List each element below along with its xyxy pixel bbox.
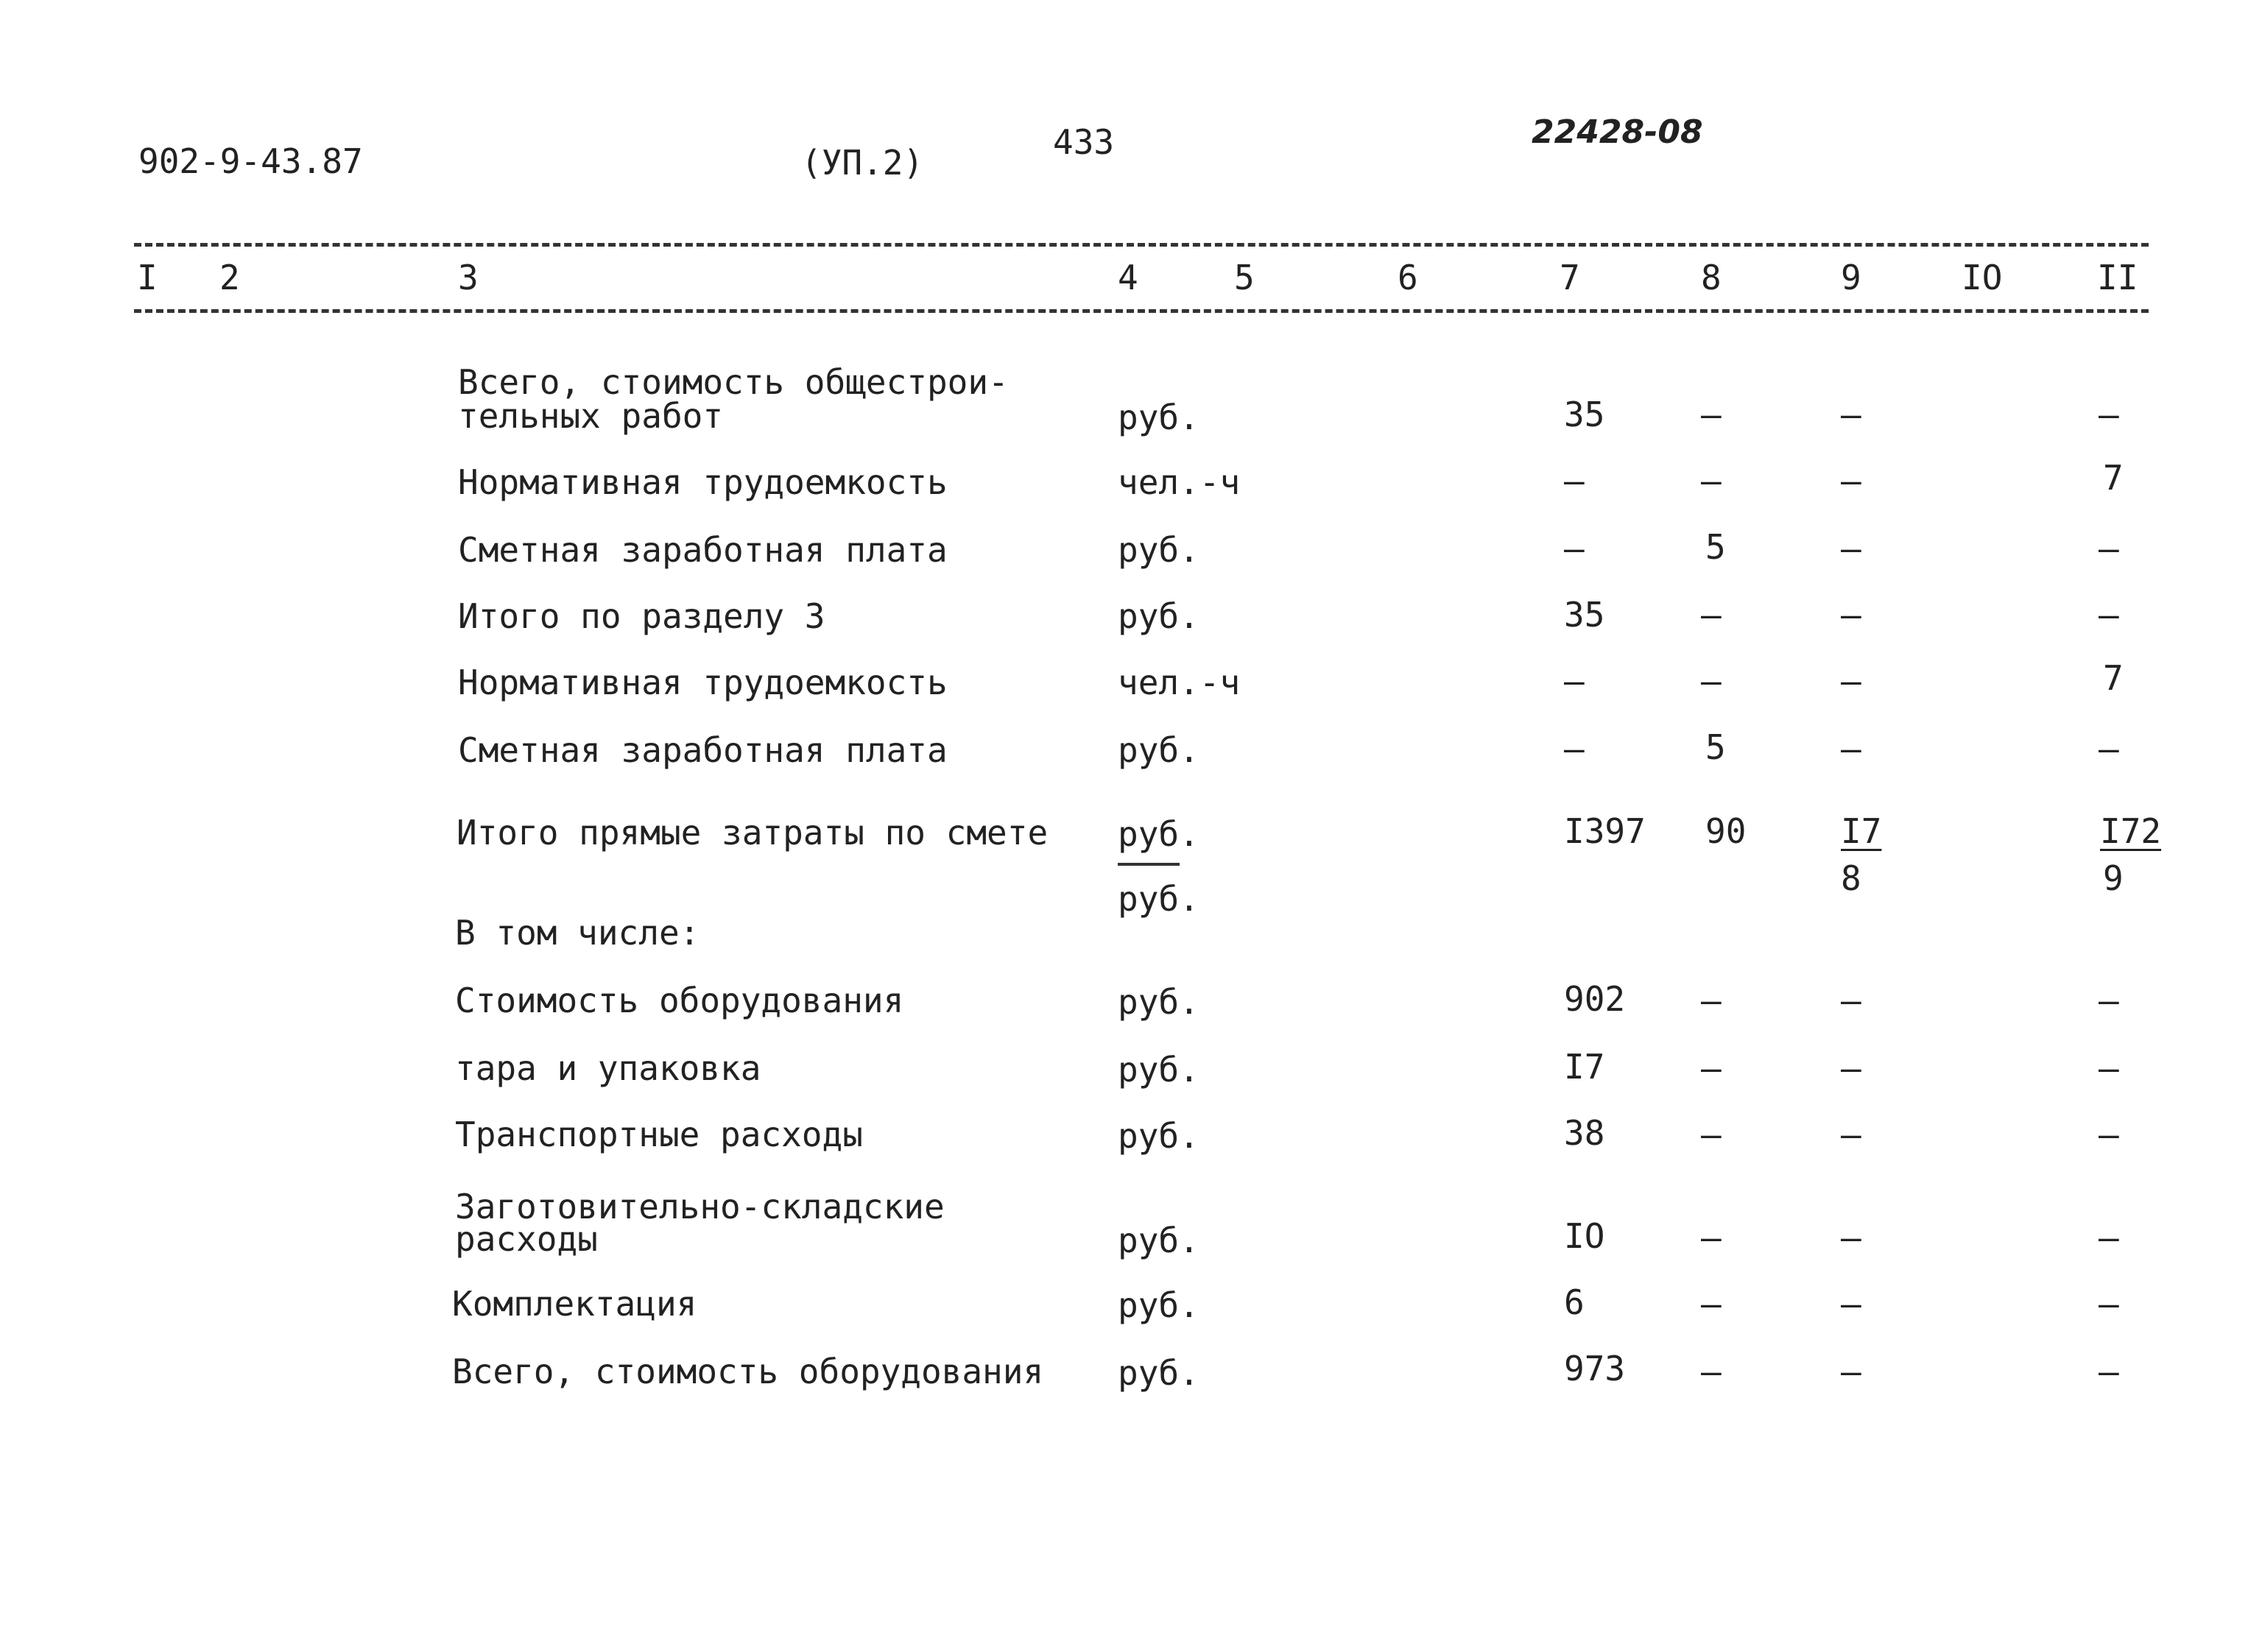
row-unit: руб. xyxy=(1118,814,1199,854)
row-value-col8: 90 xyxy=(1705,811,1747,851)
row-label: Нормативная трудоемкость xyxy=(458,663,948,702)
column-header-1: I xyxy=(137,258,158,297)
column-header-6: 6 xyxy=(1398,258,1418,297)
document-part: (УП.2) xyxy=(801,143,924,183)
row-unit: руб. xyxy=(1118,596,1199,636)
row-value-col9-denominator: 8 xyxy=(1841,858,1861,898)
row-label-line1: Всего, стоимость общестрои- xyxy=(458,362,1009,402)
row-value-col7: IO xyxy=(1564,1216,1605,1256)
column-header-9: 9 xyxy=(1841,258,1861,297)
row-value-col8: – xyxy=(1701,1048,1722,1088)
column-header-5: 5 xyxy=(1234,258,1255,297)
row-value-col11: 7 xyxy=(2103,658,2124,698)
row-section-label: В том числе: xyxy=(455,913,700,953)
row-value-col8: – xyxy=(1701,395,1722,434)
row-value-col7: – xyxy=(1564,461,1585,501)
handwritten-reference: 22428-08 xyxy=(1532,113,1703,151)
row-label-line2: расходы xyxy=(455,1219,598,1259)
row-label: Стоимость оборудования xyxy=(455,981,904,1020)
row-value-col9: – xyxy=(1841,1048,1861,1088)
row-value-col8: – xyxy=(1701,1218,1722,1257)
row-value-col9: – xyxy=(1841,395,1861,434)
row-value-col7: 6 xyxy=(1564,1282,1585,1322)
row-value-col8: 5 xyxy=(1705,727,1726,767)
row-value-col7: 973 xyxy=(1564,1349,1626,1388)
row-value-col9: – xyxy=(1841,1352,1861,1391)
column-header-10: IO xyxy=(1962,258,2003,297)
column-header-8: 8 xyxy=(1701,258,1722,297)
header-bottom-rule xyxy=(134,309,2149,313)
row-value-col11: 7 xyxy=(2103,458,2124,498)
row-value-col9: – xyxy=(1841,1115,1861,1154)
row-unit: руб. xyxy=(1118,1050,1199,1090)
row-value-col11-numerator: I72 xyxy=(2100,811,2162,851)
row-label-line2: тельных работ xyxy=(458,396,724,436)
row-unit: руб. xyxy=(1118,730,1199,770)
row-value-col7: 38 xyxy=(1564,1113,1605,1153)
row-label: Итого прямые затраты по смете xyxy=(457,813,1049,853)
page-number: 433 xyxy=(1053,122,1115,162)
row-unit: руб. xyxy=(1118,1353,1199,1393)
row-value-col7: – xyxy=(1564,661,1585,701)
row-value-col7: – xyxy=(1564,529,1585,568)
row-value-col11: – xyxy=(2099,1048,2119,1088)
row-value-col7: 35 xyxy=(1564,595,1605,635)
header-top-rule xyxy=(134,243,2149,247)
row-label: Всего, стоимость оборудования xyxy=(452,1352,1044,1391)
document-code: 902-9-43.87 xyxy=(138,141,363,181)
fraction-bar xyxy=(1118,863,1180,866)
row-value-col9: – xyxy=(1841,595,1861,635)
row-unit: руб. xyxy=(1118,1221,1199,1260)
row-label-line1: Заготовительно-складские xyxy=(455,1187,945,1226)
row-unit: руб. xyxy=(1118,530,1199,570)
row-unit-secondary: руб. xyxy=(1118,879,1199,919)
row-value-col7: I397 xyxy=(1564,811,1646,851)
row-value-col11: – xyxy=(2099,729,2119,769)
row-value-col8: – xyxy=(1701,661,1722,701)
row-unit: чел.-ч xyxy=(1118,663,1241,702)
row-unit: руб. xyxy=(1118,982,1199,1022)
column-header-2: 2 xyxy=(219,258,240,297)
row-label: Нормативная трудоемкость xyxy=(458,462,948,502)
row-value-col9: – xyxy=(1841,461,1861,501)
row-value-col8: – xyxy=(1701,461,1722,501)
row-value-col9: – xyxy=(1841,529,1861,568)
row-value-col8: – xyxy=(1701,1352,1722,1391)
row-value-col8: – xyxy=(1701,595,1722,635)
row-value-col9: – xyxy=(1841,661,1861,701)
row-label: Комплектация xyxy=(452,1284,697,1324)
row-value-col8: – xyxy=(1701,1115,1722,1154)
row-unit: чел.-ч xyxy=(1118,462,1241,502)
row-value-col11: – xyxy=(2099,1218,2119,1257)
row-label: Транспортные расходы xyxy=(455,1115,863,1154)
row-value-col8: 5 xyxy=(1705,527,1726,567)
row-value-col11-denominator: 9 xyxy=(2103,858,2124,898)
row-value-col11: – xyxy=(2099,1352,2119,1391)
row-value-col7: – xyxy=(1564,729,1585,769)
row-value-col7: I7 xyxy=(1564,1047,1605,1087)
row-value-col9: – xyxy=(1841,1284,1861,1324)
row-unit: руб. xyxy=(1118,1285,1199,1325)
row-value-col11: – xyxy=(2099,1115,2119,1154)
row-value-col9-numerator: I7 xyxy=(1841,811,1882,851)
row-value-col9: – xyxy=(1841,729,1861,769)
row-value-col7: 902 xyxy=(1564,979,1626,1019)
row-value-col11: – xyxy=(2099,981,2119,1020)
row-value-col7: 35 xyxy=(1564,395,1605,434)
row-value-col11: – xyxy=(2099,595,2119,635)
row-value-col8: – xyxy=(1701,1284,1722,1324)
column-header-3: 3 xyxy=(458,258,479,297)
row-unit: руб. xyxy=(1118,398,1199,437)
row-value-col11: – xyxy=(2099,395,2119,434)
row-label: Сметная заработная плата xyxy=(458,730,948,770)
row-label: Итого по разделу 3 xyxy=(458,596,825,636)
row-value-col9: – xyxy=(1841,1218,1861,1257)
row-label: Сметная заработная плата xyxy=(458,530,948,570)
row-label: тара и упаковка xyxy=(455,1048,761,1088)
row-value-col8: – xyxy=(1701,981,1722,1020)
row-unit: руб. xyxy=(1118,1116,1199,1156)
row-value-col9: – xyxy=(1841,981,1861,1020)
column-header-7: 7 xyxy=(1560,258,1580,297)
row-value-col11: – xyxy=(2099,1284,2119,1324)
column-header-11: II xyxy=(2097,258,2138,297)
column-header-4: 4 xyxy=(1118,258,1138,297)
row-value-col11: – xyxy=(2099,529,2119,568)
